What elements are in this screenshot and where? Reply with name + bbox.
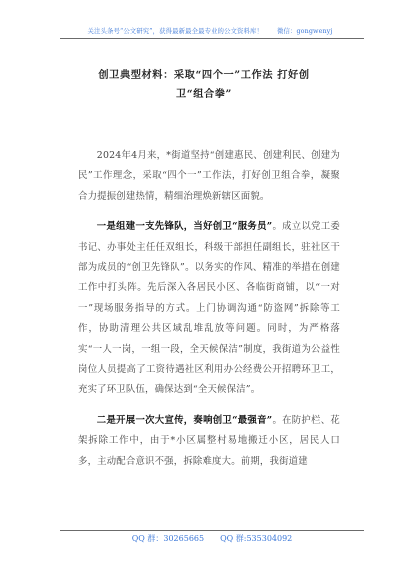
page-footer: [60, 533, 364, 544]
intro-paragraph: [78, 146, 340, 207]
header-divider: [60, 38, 364, 39]
paragraph-text: 。在防护栏、花架拆除工作中，由于*小区属整村易地搬迁小区，居民人口多，主动配合意识不强，拆除难度大。前期，我街道建: [78, 414, 341, 467]
page-header: [60, 27, 360, 36]
footer-qq-group-1: QQ 群：30265665: [131, 534, 205, 543]
section-two-paragraph: [78, 411, 340, 472]
paragraph-text: 。成立以党工委书记、办事处主任任双组长，科级干部担任副组长，驻社区干部为成员的“创卫先锋队”。以务实的作风、精准的举措在创建工作中打头阵。先后深入各居民小区、各临街商铺，以“一对一”现场服务指导的方式。上门协调沟通“防盗网”拆除等工作，协助清理公共区域乱堆乱放等问题。同时，为严格落实“一人一岗，一组一段，全天候保洁”制度，我街道为公益性岗位人员提高了工资待遇社区利用办公经费公开招聘环卫工，充实了环卫队伍，确保达到“全天候保洁”。: [78, 221, 341, 396]
footer-divider: [60, 530, 364, 531]
header-promo-text: 关注头条号“公文研究”，获得最新最全最专业的公文资料库！: [87, 27, 263, 35]
footer-qq-group-2: QQ 群:535304092: [220, 534, 293, 543]
document-body: [78, 146, 340, 482]
section-one-paragraph: [78, 217, 340, 401]
paragraph-lead: 一是组建一支先锋队，当好创卫“服务员”: [96, 221, 273, 233]
document-title: 创卫典型材料：采取“四个一”工作法 打好创卫“组合拳”: [98, 69, 310, 100]
paragraph-lead: 二是开展一次大宣传，奏响创卫“最强音”: [96, 414, 273, 426]
header-wechat: 微信：gongwenyj: [277, 27, 333, 35]
paragraph-text: 2024年4月来，*街道坚持“创建惠民、创建利民、创建为民”工作理念，采取“四个一”工作法，打好创卫组合拳，凝聚合力提振创建热情，精细治理焕新辖区面貌。: [78, 150, 340, 202]
